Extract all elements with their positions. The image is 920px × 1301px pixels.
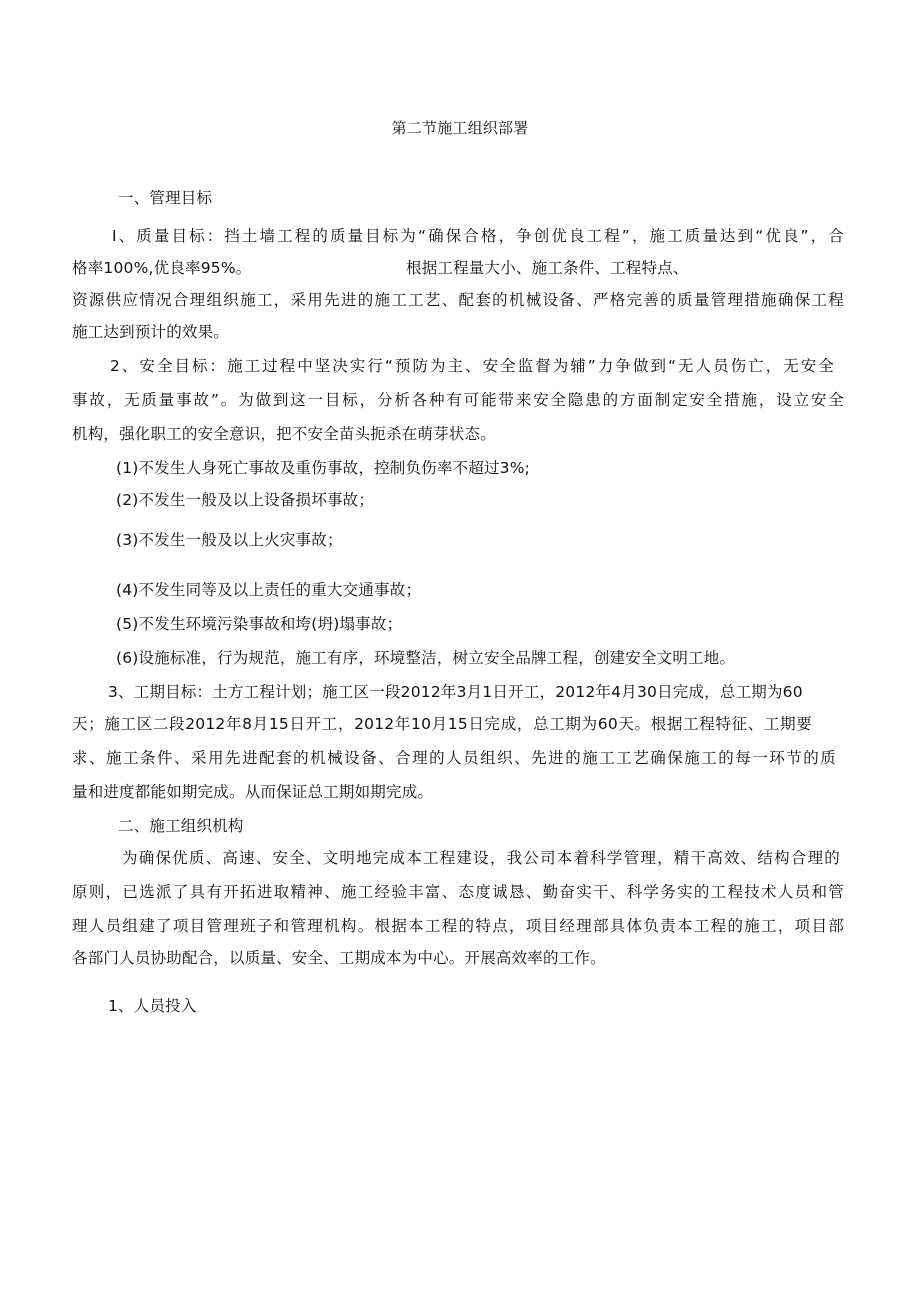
section-heading-management-goals: 一、管理目标 xyxy=(118,189,213,207)
schedule-goal-line-1: 3、工期目标：土方工程计划；施工区一段2012年3月1日开工，2012年4月30日完成，总工期为60 xyxy=(108,683,803,701)
safety-item-2: (2)不发生一般及以上设备损坏事故； xyxy=(116,491,375,509)
safety-item-6: (6)设施标准，行为规范，施工有序，环境整洁，树立安全品牌工程，创建安全文明工地。 xyxy=(116,649,736,667)
safety-goal-line-1: 2、安全目标：施工过程中坚决实行“预防为主、安全监督为辅”力争做到“无人员伤亡，无安全 xyxy=(110,357,834,375)
safety-goal-line-2: 事故，无质量事故”。为做到这一目标，分析各种有可能带来安全隐患的方面制定安全措施，设立安全 xyxy=(72,391,844,409)
schedule-goal-line-3: 求、施工条件、采用先进配套的机械设备、合理的人员组织、先进的施工工艺确保施工的每一环节的质 xyxy=(72,749,836,767)
org-paragraph-line-1: 为确保优质、高速、安全、文明地完成本工程建设，我公司本着科学管理，精干高效、结构合理的 xyxy=(122,849,840,867)
safety-goal-line-3: 机构，强化职工的安全意识，把不安全苗头扼杀在萌芽状态。 xyxy=(72,425,496,443)
safety-item-1: (1)不发生人身死亡事故及重伤事故，控制负伤率不超过3%; xyxy=(116,459,531,477)
schedule-goal-line-2: 天；施工区二段2012年8月15日开工，2012年10月15日完成，总工期为60天。根据工程特征、工期要 xyxy=(72,715,812,733)
safety-item-3: (3)不发生一般及以上火灾事故； xyxy=(116,531,343,549)
quality-goal-line-2a: 格率100%,优良率95%。 xyxy=(72,259,252,277)
quality-goal-line-2b: 根据工程量大小、施工条件、工程特点、 xyxy=(406,259,689,277)
org-paragraph-line-3: 理人员组建了项目管理班子和管理机构。根据本工程的特点，项目经理部具体负责本工程的施工，项目部 xyxy=(72,917,844,935)
quality-goal-line-1: I、质量目标：挡土墙工程的质量目标为“确保合格，争创优良工程”，施工质量达到“优良”，合 xyxy=(112,227,844,245)
org-paragraph-line-2: 原则，已选派了具有开拓进取精神、施工经验丰富、态度诚恳、勤奋实干、科学务实的工程技术人员和管 xyxy=(72,883,844,901)
org-paragraph-line-4: 各部门人员协助配合，以质量、安全、工期成本为中心。开展高效率的工作。 xyxy=(72,949,606,967)
subsection-heading-staff-input: 1、人员投入 xyxy=(108,997,197,1015)
safety-item-4: (4)不发生同等及以上责任的重大交通事故； xyxy=(116,581,422,599)
quality-goal-line-3: 资源供应情况合理组织施工，采用先进的施工工艺、配套的机械设备、严格完善的质量管理措施确保工程 xyxy=(72,291,844,309)
schedule-goal-line-4: 量和进度都能如期完成。从而保证总工期如期完成。 xyxy=(72,783,434,801)
quality-goal-line-4: 施工达到预计的效果。 xyxy=(72,323,230,341)
page-title: 第二节施工组织部署 xyxy=(391,119,529,137)
safety-item-5: (5)不发生环境污染事故和垮(坍)塌事故； xyxy=(116,615,403,633)
section-heading-org-structure: 二、施工组织机构 xyxy=(118,817,244,835)
